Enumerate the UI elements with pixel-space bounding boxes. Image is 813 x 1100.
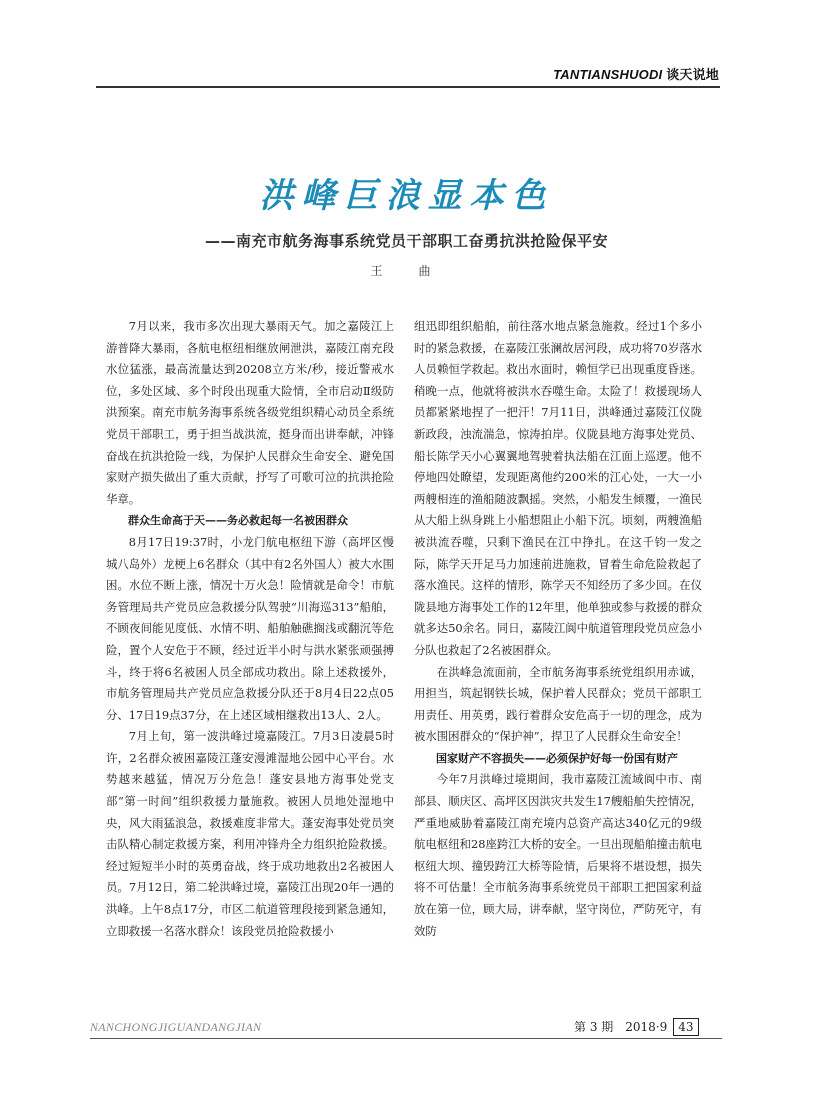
- header-pinyin: TANTIANSHUODI: [553, 67, 663, 82]
- article-author: 王 曲: [370, 264, 443, 278]
- paragraph: 今年7月洪峰过境期间，我市嘉陵江流域阆中市、南部县、顺庆区、高坪区因洪灾共发生17艘船舶失控情况，严重地威胁着嘉陵江南充境内总资产高达340亿元的9级航电枢纽和28座跨江大桥的安全。一旦出现船舶撞击航电枢纽大坝、撞毁跨江大桥等险情，后果将不堪设想，损失将不可估量！全市航务海事系统党员干部职工把国家利益放在第一位，顾大局，讲奉献，坚守岗位，严防死守，有效防: [414, 772, 702, 938]
- page-number: 43: [673, 1018, 698, 1036]
- footer-rule: [90, 1038, 722, 1039]
- header-section: 谈天说地: [666, 67, 719, 82]
- paragraph: 7月上旬，第一波洪峰过境嘉陵江。7月3日凌晨5时许，2名群众被困嘉陵江蓬安漫滩湿地公园中心平台。水势越来越猛，情况万分危急！蓬安县地方海事处党支部“第一时间”组织救援力量施救。被困人员地处湿地中央，风大雨猛浪急，救援难度非常大。蓬安海事处党员突击队精心制定救援方案，利用冲锋舟全力组织抢险救援。经过短短半小时的英勇奋战，终于成功地救出2名被困人员。7月12日，第二轮洪峰过境，嘉陵江出现20年一遇的洪峰。上午8点17分，市区二航道管理段接到紧急通知，立即救援一名落水群众！该段党员抢险救援小: [106, 729, 394, 938]
- header-rule: [96, 86, 720, 88]
- running-header: [553, 64, 719, 83]
- paragraph-continued: 组迅即组织船舶，前往落水地点紧急施救。经过1个多小时的紧急救援，在嘉陵江张澜故居河段，成功将70岁落水人员赖恒学救起。救出水面时，赖恒学已出现重度昏迷。稍晚一点，他就将被洪水吞噬生命。太险了！救援现场人员都紧紧地捏了一把汗！7月11日，洪峰通过嘉陵江仪陇新政段，浊流湍急，惊涛拍岸。仪陇县地方海事处党员、船长陈学天小心翼翼地驾驶着执法船在江面上巡逻。他不停地四处瞭望，发现距离他约200米的江心处，一大一小两艘相连的渔船随波飘摇。突然，小船发生倾覆，一渔民从大船上纵身跳上小船想阻止小船下沉。顷刻，两艘渔船被洪流吞噬，只剩下渔民在江中挣扎。在这千钧一发之际，陈学天开足马力加速前进施救，冒着生命危险救起了落水渔民。这样的情形，陈学天不知经历了多少回。在仪陇县地方海事处工作的12年里，他单独或参与救援的群众就多达50余名。同日，嘉陵江阆中航道管理段党员应急小分队也救起了2名被困群众。: [414, 319, 702, 657]
- footer-issue: [574, 1018, 699, 1036]
- left-column: [106, 316, 394, 942]
- article-title: 洪峰巨浪显本色: [259, 176, 554, 216]
- right-column: [414, 316, 702, 942]
- paragraph: 在洪峰急流面前，全市航务海事系统党组织用赤诚，用担当，筑起钢铁长城，保护着人民群众；党员干部职工用责任、用英勇，践行着群众安危高于一切的理念，成为被水围困群众的“保护神”，捍卫了人民群众生命安全！: [414, 664, 702, 744]
- section-heading: 国家财产不容损失——必须保护好每一份国有财产: [436, 751, 678, 765]
- issue-label: 第 3 期 2018·9: [574, 1020, 668, 1034]
- journal-name: NANCHONGJIGUANDANGJIAN: [90, 1020, 262, 1034]
- paragraph: 7月以来，我市多次出现大暴雨天气。加之嘉陵江上游普降大暴雨，各航电枢纽相继放闸泄洪，嘉陵江南充段水位猛涨，最高流量达到20208立方米/秒，接近警戒水位，多处区域、多个时段出现重大险情，全市启动Ⅱ级防洪预案。南充市航务海事系统各级党组织精心动员全系统党员干部职工，勇于担当战洪流，挺身而出讲奉献，冲锋奋战在抗洪抢险一线，为保护人民群众生命安全、避免国家财产损失做出了重大贡献，抒写了可歌可泣的抗洪抢险华章。: [106, 319, 394, 506]
- section-heading: 群众生命高于天——务必救起每一名被困群众: [128, 514, 348, 528]
- article-subtitle: ——南充市航务海事系统党员干部职工奋勇抗洪抢险保平安: [204, 232, 608, 250]
- paragraph: 8月17日19:37时，小龙门航电枢纽下游（高坪区慢城八岛外）龙梗上6名群众（其中有2名外国人）被大水围困。水位不断上涨，情况十万火急！险情就是命令！市航务管理局共产党员应急救援分队驾驶“川海巡313”船舶，不顾夜间能见度低、水情不明、船舶触礁搁浅或翻沉等危险，置个人安危于不顾，经过近半小时与洪水紧张顽强搏斗，终于将6名被困人员全部成功救出。除上述救援外，市航务管理局共产党员应急救援分队还于8月4日22点05分、17日19点37分，在上述区域相继救出13人、2人。: [106, 534, 394, 722]
